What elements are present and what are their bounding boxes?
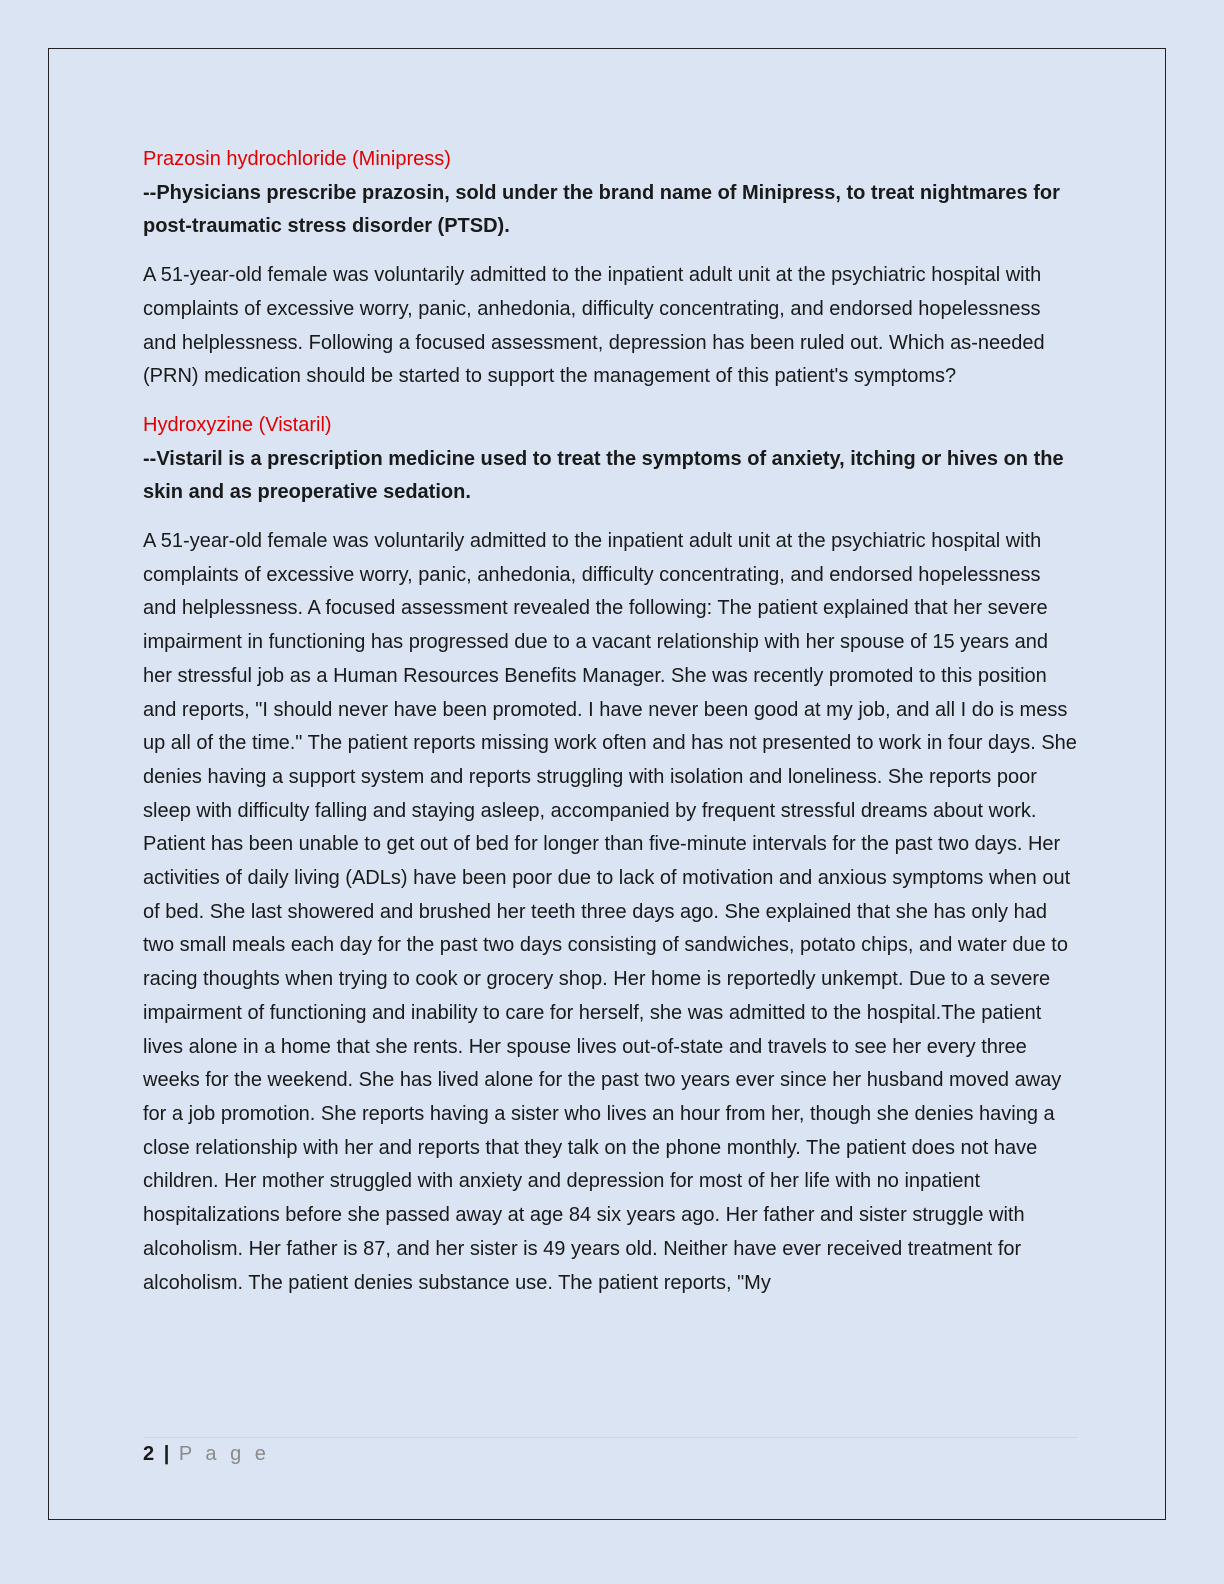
question-text: A 51-year-old female was voluntarily admitted to the inpatient adult unit at the psychiatric hospital with complaints of excessive worry, panic, anhedonia, difficulty concentrating, and endorsed hopelessness and helplessness. Following a focused assessment, depression has been ruled out. Which as-needed (PRN) medication should be started to support the management of this patient's symptoms? [143,264,1045,388]
answer-label: Prazosin hydrochloride (Minipress) [143,148,451,170]
page-label: P a g e [178,1443,270,1465]
answer-rationale: --Physicians prescribe prazosin, sold under the brand name of Minipress, to treat nightmares for post-traumatic stress disorder (PTSD). [143,181,1060,238]
footer-divider [143,1437,1078,1438]
document-body [143,143,1078,1300]
footer-separator: | [163,1443,170,1465]
page-footer [143,1438,270,1470]
answer-rationale: --Vistaril is a prescription medicine used to treat the symptoms of anxiety, itching or hives on the skin and as preoperative sedation. [143,447,1064,504]
answer-label: Hydroxyzine (Vistaril) [143,413,332,436]
page-number: 2 [143,1443,155,1465]
question-text: A 51-year-old female was voluntarily admitted to the inpatient adult unit at the psychiatric hospital with complaints of excessive worry, panic, anhedonia, difficulty concentrating, and endorsed hopelessness and helplessness. A focused assessment revealed the following: The patient explained that her severe impairment in functioning has progressed due to a vacant relationship with her spouse of 15 years and her stressful job as a Human Resources Benefits Manager. She was recently promoted to this position and reports, "I should never have been promoted. I have never been good at my job, and all I do is mess up all of the time." The patient reports missing work often and has not presented to work in four days. She denies having a support system and reports struggling with isolation and loneliness. She reports poor sleep with difficulty falling and staying asleep, accompanied by frequent stressful dreams about work. Patient has been unable to get out of bed for longer than five-minute intervals for the past two days. Her activities of daily living (ADLs) have been poor due to lack of motivation and anxious symptoms when out of bed. She last showered and brushed her teeth three days ago. She explained that she has only had two small meals each day for the past two days consisting of sandwiches, potato chips, and water due to racing thoughts when trying to cook or grocery shop. Her home is reportedly unkempt. Due to a severe impairment of functioning and inability to care for herself, she was admitted to the hospital.The patient lives alone in a home that she rents. Her spouse lives out-of-state and travels to see her every three weeks for the weekend. She has lived alone for the past two years ever since her husband moved away for a job promotion. She reports having a sister who lives an hour from her, though she denies having a close relationship with her and reports that they talk on the phone monthly. The patient does not have children. Her mother struggled with anxiety and depression for most of her life with no inpatient hospitalizations before she passed away at age 84 six years ago. Her father and sister struggle with alcoholism. Her father is 87, and her sister is 49 years old. Neither have ever received treatment for alcoholism. The patient denies substance use. The patient reports, "My [143,530,1077,1294]
